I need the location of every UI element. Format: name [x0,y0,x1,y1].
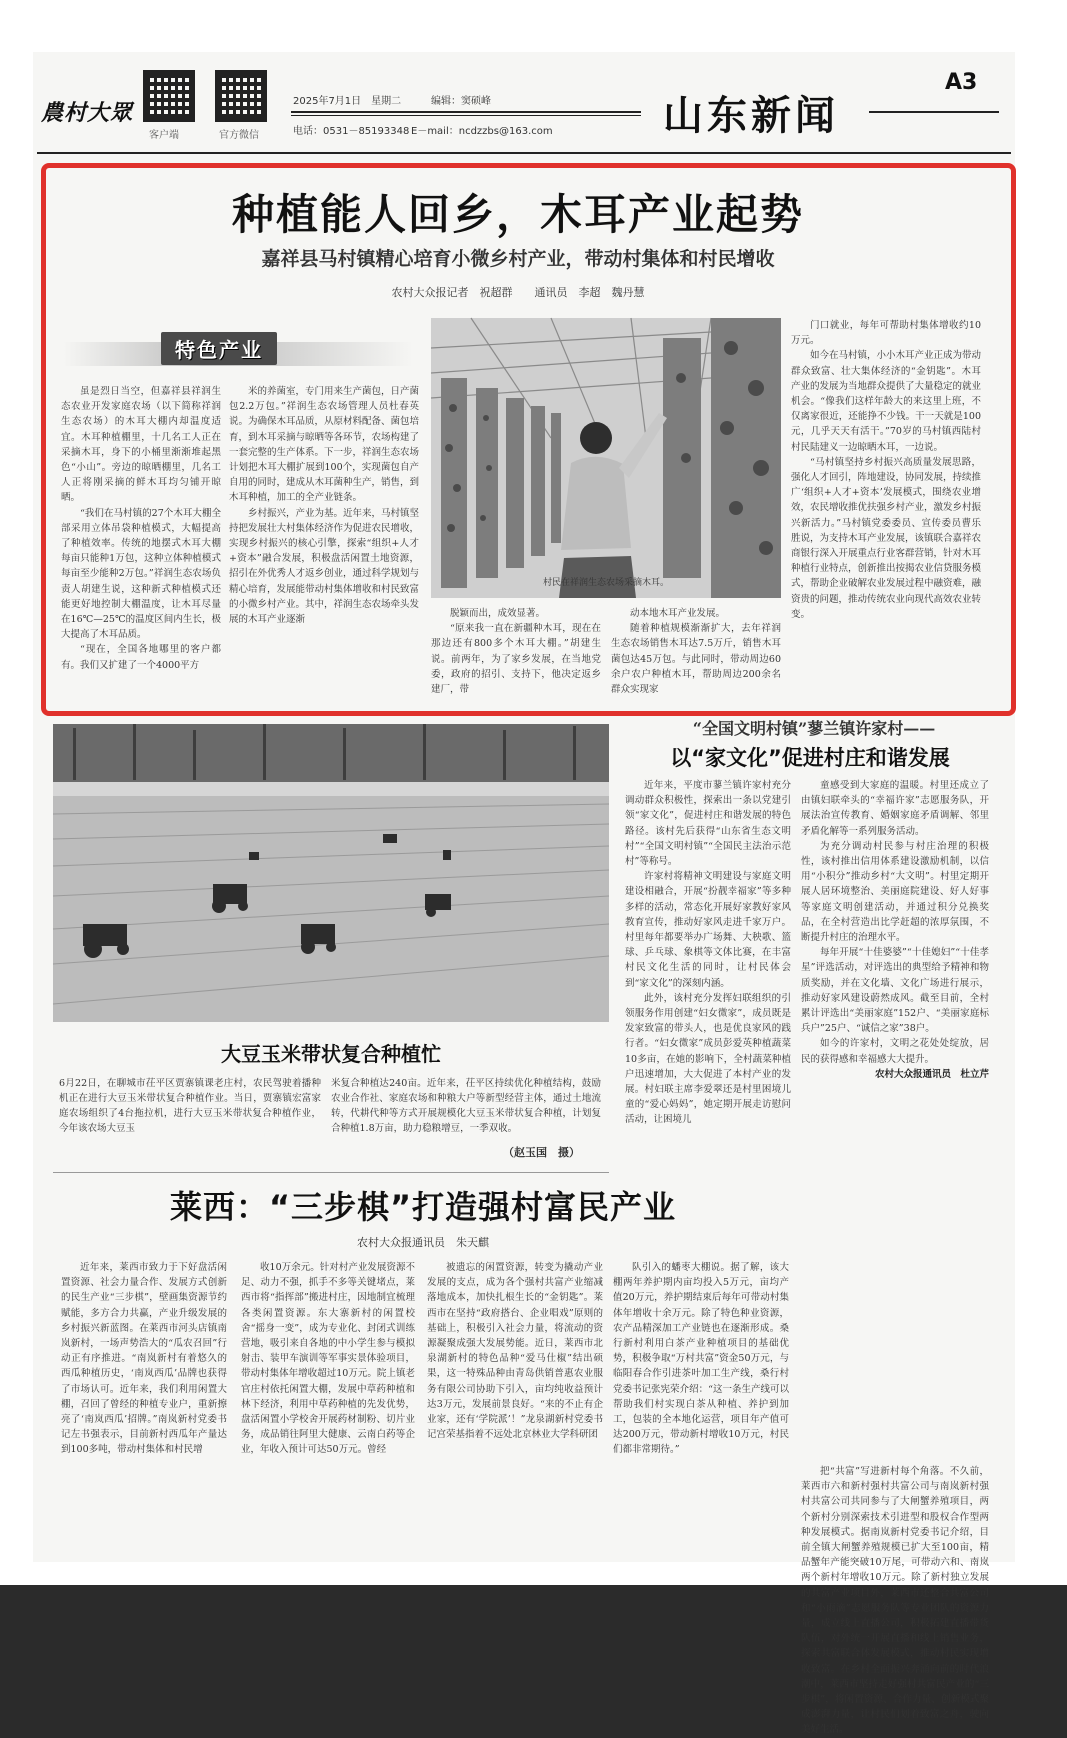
article2-kicker: “全国文明村镇”蓼兰镇许家村—— [692,719,936,738]
highlight-frame [41,163,1016,716]
page-number: A3 [945,70,978,95]
photo-story-col2: 米复合种植达240亩。近年来，茌平区持续优化种植结构，鼓励农业合作社、家庭农场和种粮大户等新型经营主体，通过土地流转，代耕代种等方式开展规模化大豆玉米带状复合种植，计划复合种植1.8万亩，助力稳粮增豆，一季双收。 [331,1078,601,1134]
article3-col1: 近年来，莱西市致力于下好盘活闲置资源、社会力量合作、发展方式创新的民生产业“三步棋”，壁画集资源节约赋能，多方合力共赢，产业升级发展的乡村振兴新蓝图。在莱西市河头店镇南岚新村，一场声势浩大的“瓜农召回”行动正有序推进。“南岚新村有着悠久的西瓜种植历史，‘南岚西瓜’品牌也获得了市场认可。近年来，我们利用闲置大棚，召回了曾经的种植专业户，重新擦亮了‘南岚西瓜’招牌。”南岚新村党委书记左书强表示，目前新村西瓜年产量达到100多吨，带动村集体和村民增 [61,1262,227,1456]
qr-client-caption: 客户端 [149,130,179,141]
masthead-rule [291,111,641,113]
email: E－mail：ncdzzbs@163.com [411,126,553,137]
article3-col2: 收10万余元。针对村产业发展资源不足、动力不强，抓手不多等关键堵点，莱西市将“指挥部”搬进村庄，因地制宜梳理各类闲置资源。东大寨新村的闲置校舍“摇身一变”，成为专业化、封闭式训练营地，吸引来自各地的中小学生参与模拟射击、装甲车演训等军事实景体验项目，带动村集体年增收超过10万元。院上镇老官庄村依托闲置大棚，发展中草药种植和林下经济，利用中草药种植的先发优势，盘活闲置小学校舍开展药材制粉、切片业务，成品销往阿里大健康、云南白药等企业，年收入预计可达50万元。曾经 [241,1262,415,1456]
photo-caption: 村民在祥润生态农场采摘木耳。 [542,578,669,588]
article2-signature: 农村大众报通讯员 杜立芹 [874,1068,989,1080]
photo-story-headline: 大豆玉米带状复合种植忙 [221,1042,441,1066]
editor: 编辑：窦硕峰 [431,96,491,107]
feature-badge: 特色产业 [161,332,277,365]
article1-col3: 脱颖而出，成效显著。 “原来我一直在新疆种木耳，现在在那边还有800多个木耳大棚。”胡建生说。前两年，为了家乡发展，在当地党委，政府的招引、支持下，他决定返乡建厂，带 [431,608,601,696]
article1-subhead: 嘉祥县马村镇精心培育小微乡村产业，带动村集体和村民增收 [261,248,775,270]
article2-col2: 童感受到大家庭的温暖。村里还成立了由镇妇联牵头的“幸福许家”志愿服务队，开展法治宣传教育、婚姻家庭矛盾调解、邻里矛盾化解等一系列服务活动。 为充分调动村民参与村庄治理的积极性，该村推出信用体系建设激励机制，以信用“小积分”推动乡村“大文明”。村里定期开展人居环境整治、美丽庭院建设、好人好事等家庭文明创建活动，并通过积分兑换奖品，在全村营造出比学赶超的浓厚氛围，不断提升村庄的治理水平。 每年开展“十佳婆婆”“十佳媳妇”“十佳孝星”评选活动，对评选出的典型给予精神和物质奖励，并在文化墙、文化广场进行展示，推动好家风建设蔚然成风。截至目前，全村累计评选出“美丽家庭”152户、“美丽家庭标兵户”25户、“诚信之家”38户。 如今的许家村，文明之花处处绽放，居民的获得感和幸福感大大提升。 农村大众报通讯员 杜立芹 [801,778,989,1460]
qr-code-client [143,70,195,122]
qr-wechat-caption: 官方微信 [219,130,259,141]
masthead-rule-right [869,111,999,113]
photo-story-col1: 6月22日，在聊城市茌平区贾寨镇课老庄村，农民驾驶着播种机正在进行大豆玉米带状复合种植作业。当日，贾寨镇宏富家庭农场组织了4台拖拉机，进行大豆玉米带状复合种植作业，今年该农场大豆玉 [59,1078,321,1134]
tractor-field-photo [53,724,609,1022]
phone: 电话：0531－85193348 [293,126,410,137]
header-bottom-rule [37,152,1011,154]
masthead-rule-thin [291,115,641,116]
article1-byline: 农村大众报记者 祝超群 通讯员 李超 魏丹慧 [391,286,645,299]
article1-col2: 米的养菌室，专门用来生产菌包，日产菌包2.2万包。”祥润生态农场管理人员杜春英说。为确保木耳品质，从原材料配备、菌包培育，到木耳采摘与晾晒等各环节，农场构建了一套完整的生产体系。下一步，祥润生态农场计划把木耳大棚扩展到100个，实现菌包自产自用的同时，建成从木耳菌种生产，销售，到木耳种植，加工的全产业链条。 乡村振兴，产业为基。近年来，马村镇坚持把发展壮大村集体经济作为促进农民增收，实现乡村振兴的核心引擎，探索“组织+人才+资本”融合发展，积极盘活闲置土地资源，招引在外优秀人才返乡创业，通过科学规划与精心培育，发展能带动村集体增收和村民致富的小微乡村产业。其中，祥润生态农场牵头发展的木耳产业逐渐 [229,386,420,626]
article1-col1: 虽是烈日当空，但嘉祥县祥润生态农业开发家庭农场（以下简称祥润生态农场）的木耳大棚内却温度适宜。木耳种植棚里，十几名工人正在采摘木耳，身下的小桶里渐渐堆起黑色“小山”。旁边的晾晒棚里，几名工人正将刚采摘的鲜木耳均匀铺开晾晒。 “我们在马村镇的27个木耳大棚全部采用立体吊袋种植模式，大幅提高了种植效率。传统的地摆式木耳大棚每亩只能种1万包，这种立体种植模式每亩至少能种2万包。”祥润生态农场负责人胡建生说，这种新式种植模式还能更好地控制大棚温度，让木耳尽量在16℃—25℃的温度区间内生长，极大提高了木耳品质。 “现在，全国各地哪里的客户都有。我们又扩建了一个4000平方 [61,386,221,671]
qr-code-wechat [215,70,267,122]
article3-col4: 队引入的蟠枣大棚说。据了解，该大棚两年养护期内亩均投入5万元，亩均产值20万元，养护期结束后每年可带动村集体年增收十余万元。除了特色种业资源，农产品精深加工产业链也在逐渐形成。桑行新村利用白茶产业种植项目的基础优势，积极争取“万村共富”资金50万元，与临阳春合作引进茶叶加工生产线，桑行村党委书记张宪荣介绍：“这一条生产线可以帮助我们村实现白茶从种植、养护到加工，包装的全本地化运营，项目年产值可达200万元，带动新村增收10万元，村民们都非常期待。” [613,1262,789,1456]
section-title: 山东新闻 [663,92,839,139]
article1-col4: 动本地木耳产业发展。 随着种植规模渐渐扩大，去年祥润生态农场销售木耳达7.5万斤，销售木耳菌包达45万包。与此同时，带动周边60余户农户种植木耳，帮助周边200余名群众实现家 [611,608,781,696]
article3-byline: 农村大众报通讯员 朱天麒 [357,1236,489,1249]
article1-col5: 门口就业，每年可帮助村集体增收约10万元。 如今在马村镇，小小木耳产业正成为带动群众致富、壮大集体经济的“金钥匙”。木耳产业的发展为当地群众提供了大量稳定的就业机会。“像我们这样年龄大的来这里上班，不仅离家很近，还能挣不少钱。干一天就是100元，几乎天天有活干。”70岁的马村镇西陆村村民陆建义一边晾晒木耳，一边说。 “马村镇坚持乡村振兴高质量发展思路，强化人才回引，阵地建设，协同发展，持续推广‘组织+人才+资本’发展模式，围绕农业增效，农民增收推优扶强乡村产业，激发乡村振兴新活力。”马村镇党委委员、宣传委员曹乐胜说，为支持木耳产业发展，该镇联合嘉祥农商银行深入开展重点行业客群营销，针对木耳种植行业特点，创新推出按揭农业信贷服务模式，帮助企业破解农业发展过程中融资难，融资贵的问题，推动传统农业向现代高效农业转变。 [791,320,982,620]
article3-col3: 被遗忘的闲置资源，转变为撬动产业发展的支点，成为各个强村共富产业缩减落地成本，加快扎根生长的“金钥匙”。莱西市在坚持“政府搭台、企业唱戏”原则的基础上，积极引入社会力量，将流动的资源凝聚成强大发展势能。近日，莱西市北泉湖新村的特色品种“爱马仕椒”结出硕果，这一特殊品种由青岛供销普惠农业服务有限公司协助下引入，亩均纯收益预计达3万元，发展前景良好。“来的不止有企业家，还有‘学院派’！”龙泉湖新村党委书记宫荣基指着不远处北京林业大学科研团 [427,1262,603,1441]
newspaper-logo: 農村大眾 [41,100,134,126]
article2-col1: 近年来，平度市蓼兰镇许家村充分调动群众积极性，探索出一条以党建引领“家文化”，促进村庄和谐发展的特色路径。该村先后获得“山东省生态文明村”“全国文明村镇”“全国民主法治示范村”等称号。 许家村将精神文明建设与家庭文明建设相融合，开展“扮靓幸福家”等多种多样的活动，常态化开展好家教好家风教育宣传，推动好家风走进千家万户。村里每年都要举办广场舞、大秧歌、篮球、乒乓球、象棋等文体比赛，在丰富村民文化生活的同时，让村民体会到“家文化”的深刻内涵。 此外，该村充分发挥妇联组织的引领服务作用创建“妇女微家”，成员既是发家致富的带头人，也是优良家风的践行者。“妇女微家”成员彭爱英种植蔬菜10多亩，在她的影响下，全村蔬菜种植户迅速增加，大大促进了本村产业的发展。村妇联主席李爱翠还是村里困境儿童的“爱心妈妈”，她定期开展走访慰问活动，让困境儿 [625,780,791,1126]
article3-headline: 莱西：“三步棋”打造强村富民产业 [169,1188,677,1226]
photo-credit: （赵玉国 摄） [503,1146,580,1159]
issue-date: 2025年7月1日 星期二 [293,96,402,107]
article3-top-rule [53,1172,609,1173]
article3-col5: 把“共富”写进新村每个角落。不久前，莱西市六和新村强村共富公司与南岚新村强村共富公司共同参与了大闸蟹养殖项目，两个新村分别深索技术引进型和股权合作型两种发展模式。据南岚新村党委书记介绍，目前全镇大闸蟹养殖规模已扩大至100亩，精品蟹年产能突破10万尾，可带动六和、南岚两个新村年增收10万元。除了新村独立发展的共富产业项目外，莱西市还整合共富公司和“小雨滴”志愿服务队等专业团队的资源力量，成立线上直播公司，积极拓建直播带货队伍，对外统一开展直播和线上销售业务，探索共富联合体发展模式，推动村民实现增收致富。在乡村全面振兴奔涌向前的时代浪潮中，莱西市坚持走好强村共富民产业的“三步棋”，将闲置资源、合作力量、创新模式聚成澎湃力量，让村民们划着致富之舟，驶向美好生活。 [801,1466,989,1736]
article1-headline: 种植能人回乡，木耳产业起势 [231,190,804,239]
article2-headline: 以“家文化”促进村庄和谐发展 [670,746,950,770]
